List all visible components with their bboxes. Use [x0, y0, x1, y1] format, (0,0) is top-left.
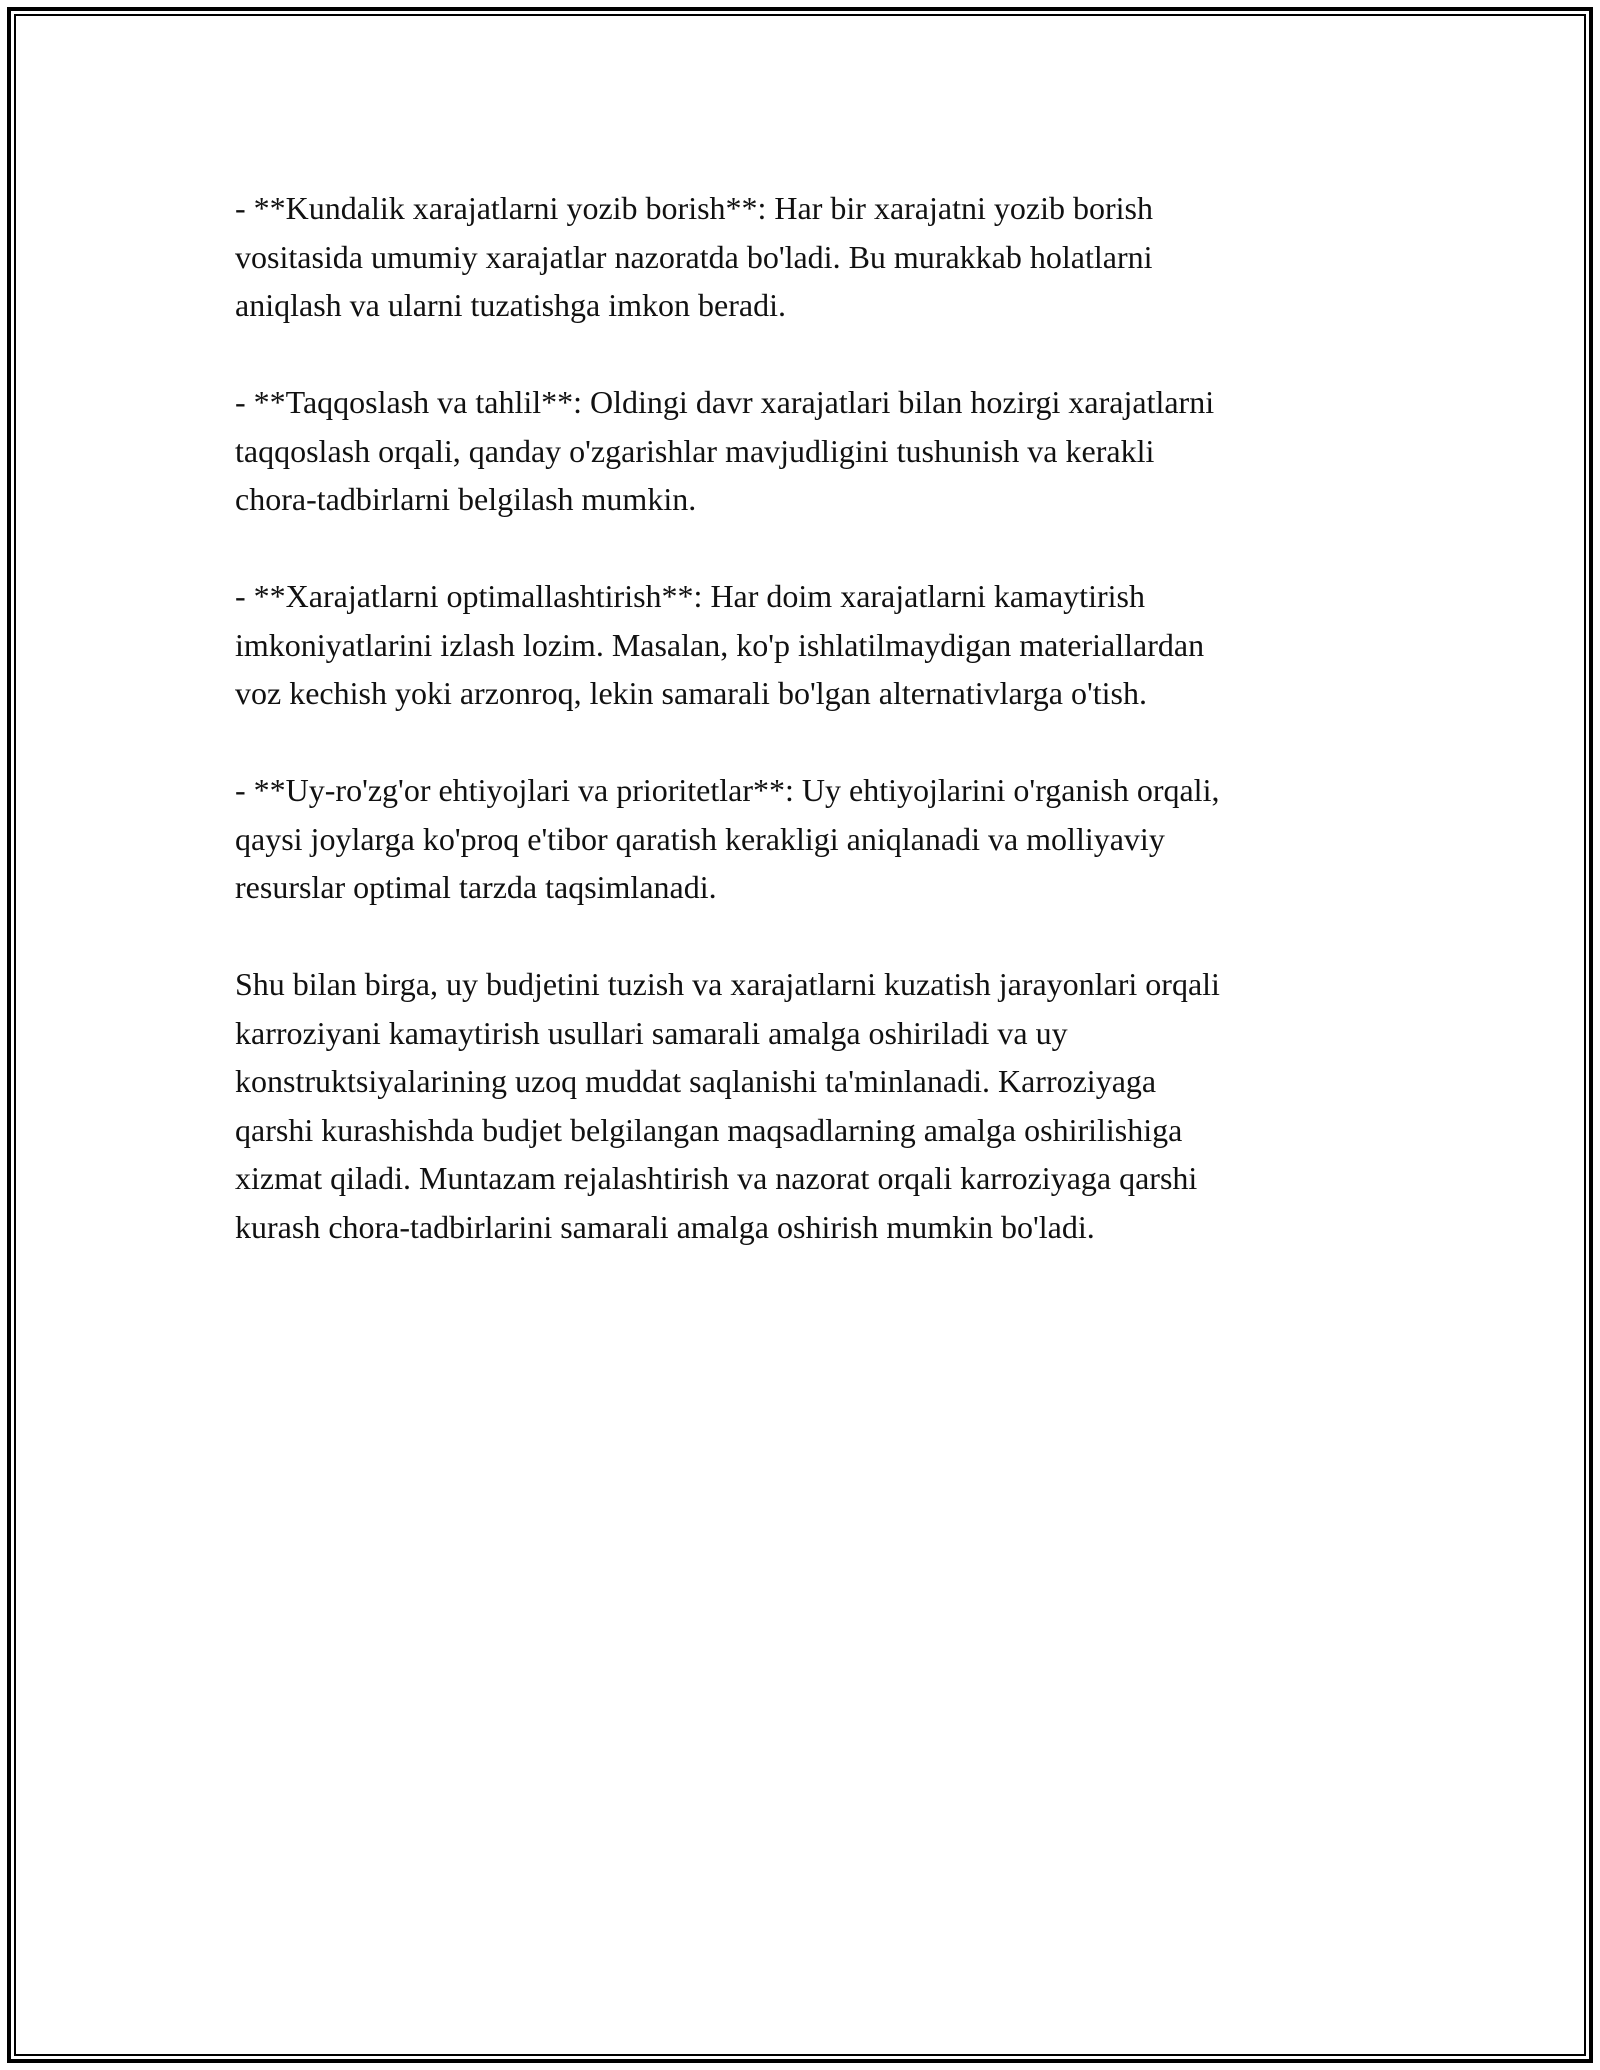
- paragraph-optimallashtirish: - **Xarajatlarni optimallashtirish**: Har doim xarajatlarni kamaytirish imkoniyatlarini izlash lozim. Masalan, ko'p ishlatilmaydigan materiallardan voz kechish yoki arzonroq, lekin samarali bo'lgan alternativlarga o'tish.: [235, 578, 1205, 711]
- paragraph-conclusion: Shu bilan birga, uy budjetini tuzish va xarajatlarni kuzatish jarayonlari orqali karroziyani kamaytirish usullari samarali amalga oshiriladi va uy konstruktsiyalarining uzoq muddat saqlanishi ta'minlanadi. Karroziyaga qarshi kurashishda budjet belgilangan maqsadlarning amalga oshirilishiga xizmat qiladi. Muntazam rejalashtirish va nazorat orqali karroziyaga qarshi kurash chora-tadbirlarini samarali amalga oshirish mumkin bo'ladi.: [235, 966, 1220, 1245]
- paragraph-ehtiyojlar-prioritetlar: - **Uy-ro'zg'or ehtiyojlari va prioritetlar**: Uy ehtiyojlarini o'rganish orqali, qaysi joylarga ko'proq e'tibor qaratish kerakligi aniqlanadi va molliyaviy resurslar optimal tarzda taqsimlanadi.: [235, 772, 1220, 905]
- paragraph-kundalik-xarajatlar: - **Kundalik xarajatlarni yozib borish**: Har bir xarajatni yozib borish vositasida umumiy xarajatlar nazoratda bo'ladi. Bu murakkab holatlarni aniqlash va ularni tuzatishga imkon beradi.: [235, 190, 1153, 323]
- document-body: [235, 184, 1395, 1251]
- paragraph-taqqoslash-tahlil: - **Taqqoslash va tahlil**: Oldingi davr xarajatlari bilan hozirgi xarajatlarni taqqoslash orqali, qanday o'zgarishlar mavjudligini tushunish va kerakli chora-tadbirlarni belgilash mumkin.: [235, 384, 1215, 517]
